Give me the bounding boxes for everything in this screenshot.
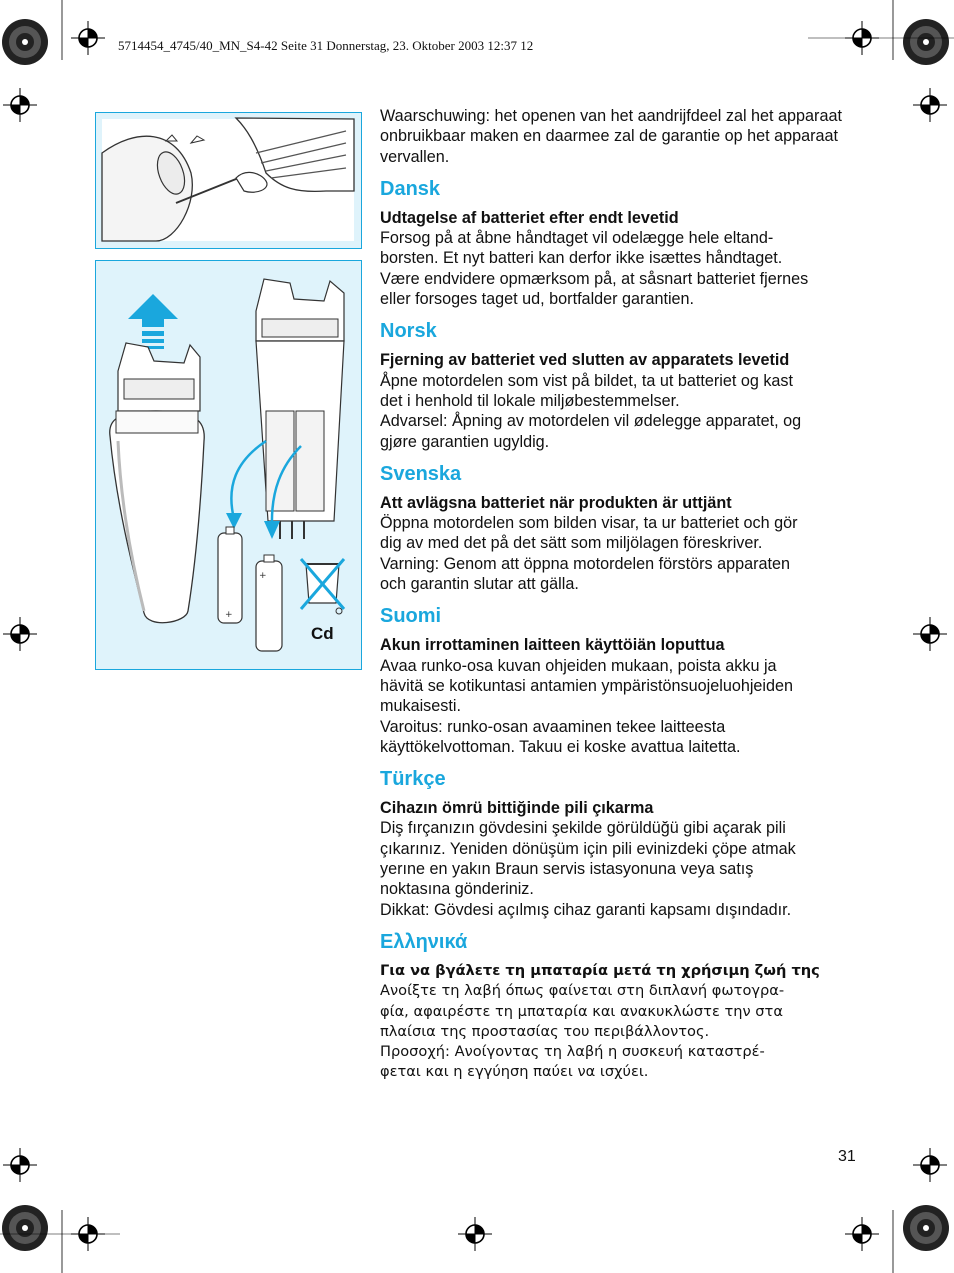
section-5 bbox=[380, 930, 860, 1083]
section-heading: Ελληνικά bbox=[380, 930, 468, 953]
section-subheading: Akun irrottaminen laitteen käyttöiän loputtua bbox=[380, 636, 725, 655]
section-text-line: Dikkat: Gövdesi açılmış cihaz garanti kapsamı dışındadır. bbox=[380, 900, 792, 919]
section-text-line: Ανοίξτε τη λαβή όπως φαίνεται στη διπλανή φωτογρα- bbox=[380, 982, 785, 1000]
section-text-line: gjøre garantien ugyldig. bbox=[380, 432, 550, 451]
section-2 bbox=[380, 462, 860, 594]
cd-label: Cd bbox=[311, 624, 334, 643]
section-text-line: och garantin slutar att gälla. bbox=[380, 575, 579, 594]
section-heading: Norsk bbox=[380, 320, 437, 343]
section-text-line: borsten. Et nyt batteri kan derfor ikke isættes håndtaget. bbox=[380, 249, 783, 268]
page-number: 31 bbox=[838, 1148, 856, 1165]
section-text-line: noktasına gönderiniz. bbox=[380, 880, 534, 899]
section-text-line: çıkarınız. Yeniden dönüşüm için pili evinizdeki çöpe atmak bbox=[380, 839, 796, 858]
section-subheading: Udtagelse af batteriet efter endt levetid bbox=[380, 208, 679, 227]
print-slug: 5714454_4745/40_MN_S4-42 Seite 31 Donnerstag, 23. Oktober 2003 12:37 12 bbox=[118, 38, 534, 53]
plus-sign: + bbox=[259, 571, 267, 581]
intro-warning: Waarschuwing: het openen van het aandrijfdeel zal het apparaat onbruikbaar maken en daarmee zal de garantie op het apparaat vervallen. bbox=[380, 107, 842, 166]
crossed-bin-icon bbox=[301, 559, 344, 643]
illustration-opening-handle bbox=[95, 112, 362, 249]
section-text-line: φεται και η εγγύηση παύει να ισχύει. bbox=[380, 1063, 649, 1081]
section-text-line: Advarsel: Åpning av motordelen vil ødelegge apparatet, og bbox=[380, 412, 802, 431]
section-text-line: φία, αφαιρέστε τη μπαταρία και ανακυκλώστε την στα bbox=[380, 1002, 783, 1020]
section-text-line: Varning: Genom att öppna motordelen förstörs apparaten bbox=[380, 554, 791, 573]
section-subheading: Για να βγάλετε τη μπαταρία μετά τη χρήσιμη ζωή της bbox=[380, 961, 820, 979]
battery-removal-drawing bbox=[96, 261, 360, 668]
section-1 bbox=[380, 319, 860, 451]
section-heading: Suomi bbox=[380, 605, 442, 628]
section-text-line: mukaisesti. bbox=[380, 697, 461, 716]
section-heading: Dansk bbox=[380, 177, 441, 200]
section-text-line: eller forsoges taget ud, bortfalder garantien. bbox=[380, 290, 695, 309]
opened-motor-part-drawing bbox=[256, 279, 344, 539]
handle-body-drawing bbox=[110, 343, 205, 623]
up-arrow-icon bbox=[128, 294, 178, 349]
section-subheading: Att avlägsna batteriet när produkten är uttjänt bbox=[380, 493, 732, 512]
plus-sign: + bbox=[225, 610, 233, 620]
section-text-line: käyttökelvottoman. Takuu ei koske avattua laitetta. bbox=[380, 737, 741, 756]
section-0 bbox=[380, 177, 860, 309]
section-heading: Svenska bbox=[380, 462, 462, 485]
language-sections bbox=[380, 177, 860, 1083]
text-column bbox=[380, 106, 860, 1093]
section-text-line: Være endvidere opmærksom på, at såsnart batteriet fjernes bbox=[380, 269, 809, 288]
section-heading: Türkçe bbox=[380, 768, 446, 791]
section-subheading: Cihazın ömrü bittiğinde pili çıkarma bbox=[380, 799, 654, 818]
section-text-line: Öppna motordelen som bilden visar, ta ur batteriet och gör bbox=[380, 514, 798, 533]
section-text-line: Diş fırçanızın gövdesini şekilde görüldüğü gibi açarak pili bbox=[380, 819, 786, 838]
illustration-battery-removal bbox=[95, 260, 362, 670]
section-text-line: hävitä se kotikuntasi antamien ympäristönsuojeluohjeiden bbox=[380, 676, 794, 695]
section-text-line: Forsog på at åbne håndtaget vil odelægge hele eltand- bbox=[380, 229, 774, 248]
section-text-line: Avaa runko-osa kuvan ohjeiden mukaan, poista akku ja bbox=[380, 656, 777, 675]
section-text-line: Åpne motordelen som vist på bildet, ta ut batteriet og kast bbox=[380, 371, 794, 390]
section-4 bbox=[380, 767, 860, 920]
section-text-line: det i henhold til lokale miljøbestemmelser. bbox=[380, 391, 680, 410]
section-text-line: πλαίσια της προστασίας του περιβάλλοντος. bbox=[380, 1022, 710, 1040]
section-text-line: Varoitus: runko-osan avaaminen tekee laitteesta bbox=[380, 717, 726, 736]
section-text-line: yerıne en yakın Braun servis istasyonuna veya satış bbox=[380, 860, 754, 879]
section-3 bbox=[380, 604, 860, 757]
battery-drawing bbox=[218, 527, 282, 651]
section-text-line: dig av med det på det sätt som miljölagen föreskriver. bbox=[380, 534, 763, 553]
section-text-line: Προσοχή: Ανοίγοντας τη λαβή η συσκευή καταστρέ- bbox=[380, 1043, 765, 1061]
section-subheading: Fjerning av batteriet ved slutten av apparatets levetid bbox=[380, 351, 790, 370]
opening-handle-drawing bbox=[96, 113, 360, 247]
